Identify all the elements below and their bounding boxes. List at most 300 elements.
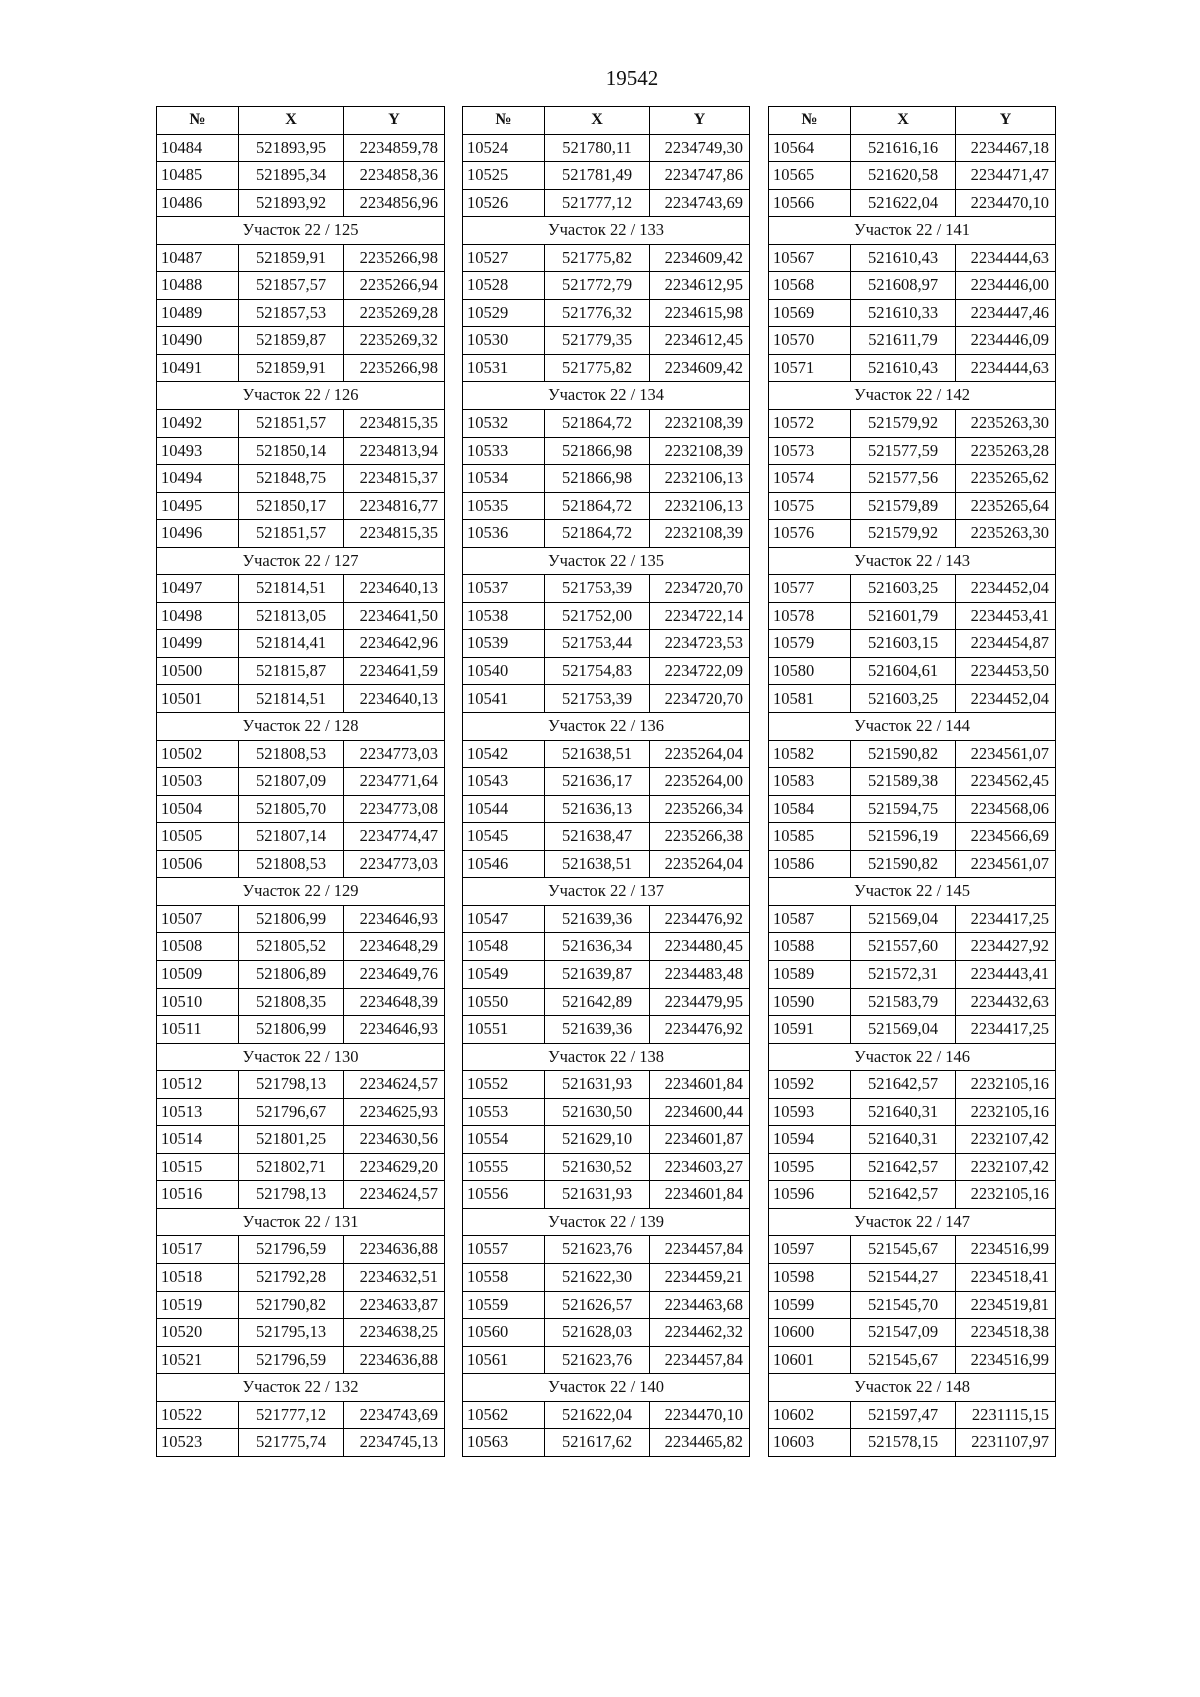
x-coordinate: 521579,92 xyxy=(851,410,956,438)
y-coordinate: 2234646,93 xyxy=(344,905,445,933)
x-coordinate: 521850,14 xyxy=(239,437,344,465)
y-coordinate: 2234483,48 xyxy=(650,960,750,988)
y-coordinate: 2234648,39 xyxy=(344,988,445,1016)
table-row xyxy=(769,134,1056,162)
table-row xyxy=(769,354,1056,382)
table-row xyxy=(157,1236,445,1264)
x-coordinate: 521859,87 xyxy=(239,327,344,355)
point-number: 10574 xyxy=(769,465,851,493)
x-coordinate: 521610,33 xyxy=(851,299,956,327)
table-row xyxy=(769,410,1056,438)
point-number: 10564 xyxy=(769,134,851,162)
x-coordinate: 521864,72 xyxy=(545,520,650,548)
x-coordinate: 521752,00 xyxy=(545,602,650,630)
y-coordinate: 2234815,37 xyxy=(344,465,445,493)
x-coordinate: 521544,27 xyxy=(851,1263,956,1291)
point-number: 10486 xyxy=(157,189,239,217)
point-number: 10563 xyxy=(463,1429,545,1457)
table-row xyxy=(157,768,445,796)
table-row xyxy=(769,575,1056,603)
table-row xyxy=(769,1401,1056,1429)
table-row xyxy=(769,657,1056,685)
x-coordinate: 521577,59 xyxy=(851,437,956,465)
x-coordinate: 521796,59 xyxy=(239,1236,344,1264)
y-coordinate: 2234648,29 xyxy=(344,933,445,961)
table-row xyxy=(769,1236,1056,1264)
y-coordinate: 2234457,84 xyxy=(650,1346,750,1374)
x-coordinate: 521569,04 xyxy=(851,1016,956,1044)
y-coordinate: 2234476,92 xyxy=(650,1016,750,1044)
y-coordinate: 2234624,57 xyxy=(344,1181,445,1209)
plot-header-row xyxy=(463,217,750,245)
table-row xyxy=(463,850,750,878)
point-number: 10579 xyxy=(769,630,851,658)
y-coordinate: 2234749,30 xyxy=(650,134,750,162)
x-coordinate: 521589,38 xyxy=(851,768,956,796)
y-coordinate: 2234815,35 xyxy=(344,410,445,438)
x-coordinate: 521597,47 xyxy=(851,1401,956,1429)
table-row xyxy=(157,933,445,961)
y-coordinate: 2234452,04 xyxy=(956,575,1056,603)
point-number: 10503 xyxy=(157,768,239,796)
table-row xyxy=(463,685,750,713)
y-coordinate: 2234774,47 xyxy=(344,823,445,851)
point-number: 10532 xyxy=(463,410,545,438)
plot-header-row xyxy=(769,217,1056,245)
x-coordinate: 521814,51 xyxy=(239,685,344,713)
y-coordinate: 2234816,77 xyxy=(344,492,445,520)
table-row xyxy=(157,1263,445,1291)
y-coordinate: 2232106,13 xyxy=(650,492,750,520)
table-row xyxy=(769,437,1056,465)
header-x: X xyxy=(239,107,344,135)
point-number: 10561 xyxy=(463,1346,545,1374)
x-coordinate: 521547,09 xyxy=(851,1319,956,1347)
point-number: 10587 xyxy=(769,905,851,933)
y-coordinate: 2234609,42 xyxy=(650,244,750,272)
y-coordinate: 2234609,42 xyxy=(650,354,750,382)
y-coordinate: 2234649,76 xyxy=(344,960,445,988)
point-number: 10524 xyxy=(463,134,545,162)
table-row xyxy=(463,162,750,190)
header-y: Y xyxy=(344,107,445,135)
point-number: 10523 xyxy=(157,1429,239,1457)
point-number: 10525 xyxy=(463,162,545,190)
point-number: 10544 xyxy=(463,795,545,823)
table-row xyxy=(157,1319,445,1347)
y-coordinate: 2234773,03 xyxy=(344,850,445,878)
x-coordinate: 521620,58 xyxy=(851,162,956,190)
x-coordinate: 521814,41 xyxy=(239,630,344,658)
table-row xyxy=(769,1126,1056,1154)
y-coordinate: 2234476,92 xyxy=(650,905,750,933)
y-coordinate: 2234459,21 xyxy=(650,1263,750,1291)
table-row xyxy=(157,1098,445,1126)
y-coordinate: 2234773,08 xyxy=(344,795,445,823)
y-coordinate: 2234743,69 xyxy=(344,1401,445,1429)
x-coordinate: 521808,53 xyxy=(239,850,344,878)
table-row xyxy=(463,1319,750,1347)
y-coordinate: 2234566,69 xyxy=(956,823,1056,851)
header-y: Y xyxy=(650,107,750,135)
x-coordinate: 521603,25 xyxy=(851,685,956,713)
x-coordinate: 521636,13 xyxy=(545,795,650,823)
point-number: 10581 xyxy=(769,685,851,713)
y-coordinate: 2235264,00 xyxy=(650,768,750,796)
point-number: 10511 xyxy=(157,1016,239,1044)
point-number: 10592 xyxy=(769,1071,851,1099)
y-coordinate: 2234518,38 xyxy=(956,1319,1056,1347)
y-coordinate: 2232105,16 xyxy=(956,1181,1056,1209)
plot-header-row xyxy=(769,547,1056,575)
y-coordinate: 2234519,81 xyxy=(956,1291,1056,1319)
table-row xyxy=(463,299,750,327)
x-coordinate: 521616,16 xyxy=(851,134,956,162)
table-row xyxy=(769,933,1056,961)
y-coordinate: 2235266,34 xyxy=(650,795,750,823)
point-number: 10528 xyxy=(463,272,545,300)
point-number: 10542 xyxy=(463,740,545,768)
x-coordinate: 521590,82 xyxy=(851,740,956,768)
table-row xyxy=(463,1071,750,1099)
y-coordinate: 2232105,16 xyxy=(956,1098,1056,1126)
y-coordinate: 2234427,92 xyxy=(956,933,1056,961)
x-coordinate: 521805,70 xyxy=(239,795,344,823)
point-number: 10594 xyxy=(769,1126,851,1154)
x-coordinate: 521572,31 xyxy=(851,960,956,988)
plot-label: Участок 22 / 137 xyxy=(463,878,750,906)
table-row xyxy=(463,272,750,300)
x-coordinate: 521895,34 xyxy=(239,162,344,190)
x-coordinate: 521630,52 xyxy=(545,1153,650,1181)
y-coordinate: 2235266,98 xyxy=(344,354,445,382)
point-number: 10580 xyxy=(769,657,851,685)
point-number: 10493 xyxy=(157,437,239,465)
table-row xyxy=(769,162,1056,190)
x-coordinate: 521792,28 xyxy=(239,1263,344,1291)
point-number: 10554 xyxy=(463,1126,545,1154)
x-coordinate: 521626,57 xyxy=(545,1291,650,1319)
table-row xyxy=(157,1016,445,1044)
point-number: 10572 xyxy=(769,410,851,438)
y-coordinate: 2234743,69 xyxy=(650,189,750,217)
point-number: 10550 xyxy=(463,988,545,1016)
plot-label: Участок 22 / 132 xyxy=(157,1374,445,1402)
point-number: 10568 xyxy=(769,272,851,300)
table-row xyxy=(769,1016,1056,1044)
x-coordinate: 521590,82 xyxy=(851,850,956,878)
table-row xyxy=(769,520,1056,548)
y-coordinate: 2234859,78 xyxy=(344,134,445,162)
plot-label: Участок 22 / 138 xyxy=(463,1043,750,1071)
y-coordinate: 2234633,87 xyxy=(344,1291,445,1319)
table-row xyxy=(463,575,750,603)
table-row xyxy=(463,1153,750,1181)
y-coordinate: 2235266,38 xyxy=(650,823,750,851)
x-coordinate: 521798,13 xyxy=(239,1181,344,1209)
table-row xyxy=(463,244,750,272)
point-number: 10589 xyxy=(769,960,851,988)
plot-label: Участок 22 / 133 xyxy=(463,217,750,245)
plot-label: Участок 22 / 131 xyxy=(157,1208,445,1236)
plot-header-row xyxy=(769,713,1056,741)
point-number: 10547 xyxy=(463,905,545,933)
table-row xyxy=(463,354,750,382)
point-number: 10582 xyxy=(769,740,851,768)
x-coordinate: 521596,19 xyxy=(851,823,956,851)
y-coordinate: 2234638,25 xyxy=(344,1319,445,1347)
table-row xyxy=(157,465,445,493)
table-row xyxy=(157,823,445,851)
point-number: 10585 xyxy=(769,823,851,851)
x-coordinate: 521639,36 xyxy=(545,1016,650,1044)
table-row xyxy=(157,850,445,878)
point-number: 10510 xyxy=(157,988,239,1016)
y-coordinate: 2232108,39 xyxy=(650,410,750,438)
plot-header-row xyxy=(463,1043,750,1071)
table-row xyxy=(769,189,1056,217)
point-number: 10516 xyxy=(157,1181,239,1209)
point-number: 10559 xyxy=(463,1291,545,1319)
y-coordinate: 2232106,13 xyxy=(650,465,750,493)
point-number: 10562 xyxy=(463,1401,545,1429)
point-number: 10569 xyxy=(769,299,851,327)
y-coordinate: 2234463,68 xyxy=(650,1291,750,1319)
x-coordinate: 521603,15 xyxy=(851,630,956,658)
table-row xyxy=(463,492,750,520)
x-coordinate: 521630,50 xyxy=(545,1098,650,1126)
y-coordinate: 2234771,64 xyxy=(344,768,445,796)
table-row xyxy=(463,1291,750,1319)
header-number: № xyxy=(769,107,851,135)
plot-header-row xyxy=(463,1208,750,1236)
x-coordinate: 521779,35 xyxy=(545,327,650,355)
x-coordinate: 521851,57 xyxy=(239,520,344,548)
x-coordinate: 521578,15 xyxy=(851,1429,956,1457)
x-coordinate: 521893,95 xyxy=(239,134,344,162)
table-row xyxy=(463,327,750,355)
point-number: 10494 xyxy=(157,465,239,493)
x-coordinate: 521813,05 xyxy=(239,602,344,630)
point-number: 10513 xyxy=(157,1098,239,1126)
x-coordinate: 521622,04 xyxy=(851,189,956,217)
point-number: 10543 xyxy=(463,768,545,796)
x-coordinate: 521642,57 xyxy=(851,1181,956,1209)
point-number: 10538 xyxy=(463,602,545,630)
point-number: 10526 xyxy=(463,189,545,217)
y-coordinate: 2234646,93 xyxy=(344,1016,445,1044)
point-number: 10504 xyxy=(157,795,239,823)
y-coordinate: 2234516,99 xyxy=(956,1346,1056,1374)
plot-label: Участок 22 / 135 xyxy=(463,547,750,575)
point-number: 10531 xyxy=(463,354,545,382)
plot-label: Участок 22 / 134 xyxy=(463,382,750,410)
x-coordinate: 521776,32 xyxy=(545,299,650,327)
table-row xyxy=(463,905,750,933)
table-row xyxy=(769,1291,1056,1319)
x-coordinate: 521603,25 xyxy=(851,575,956,603)
x-coordinate: 521798,13 xyxy=(239,1071,344,1099)
y-coordinate: 2234815,35 xyxy=(344,520,445,548)
table-row xyxy=(769,768,1056,796)
point-number: 10557 xyxy=(463,1236,545,1264)
x-coordinate: 521623,76 xyxy=(545,1236,650,1264)
y-coordinate: 2234612,95 xyxy=(650,272,750,300)
x-coordinate: 521866,98 xyxy=(545,437,650,465)
coordinates-table-3 xyxy=(768,106,1056,1457)
point-number: 10558 xyxy=(463,1263,545,1291)
x-coordinate: 521859,91 xyxy=(239,354,344,382)
table-row xyxy=(157,575,445,603)
point-number: 10596 xyxy=(769,1181,851,1209)
point-number: 10548 xyxy=(463,933,545,961)
y-coordinate: 2234452,04 xyxy=(956,685,1056,713)
point-number: 10598 xyxy=(769,1263,851,1291)
table-row xyxy=(157,327,445,355)
x-coordinate: 521557,60 xyxy=(851,933,956,961)
table-row xyxy=(769,1071,1056,1099)
point-number: 10583 xyxy=(769,768,851,796)
x-coordinate: 521628,03 xyxy=(545,1319,650,1347)
point-number: 10487 xyxy=(157,244,239,272)
point-number: 10533 xyxy=(463,437,545,465)
x-coordinate: 521864,72 xyxy=(545,492,650,520)
x-coordinate: 521594,75 xyxy=(851,795,956,823)
y-coordinate: 2234612,45 xyxy=(650,327,750,355)
x-coordinate: 521806,99 xyxy=(239,905,344,933)
y-coordinate: 2234444,63 xyxy=(956,244,1056,272)
point-number: 10545 xyxy=(463,823,545,851)
x-coordinate: 521777,12 xyxy=(239,1401,344,1429)
point-number: 10530 xyxy=(463,327,545,355)
plot-label: Участок 22 / 143 xyxy=(769,547,1056,575)
x-coordinate: 521604,61 xyxy=(851,657,956,685)
plot-header-row xyxy=(157,713,445,741)
y-coordinate: 2235269,32 xyxy=(344,327,445,355)
plot-label: Участок 22 / 130 xyxy=(157,1043,445,1071)
coordinates-table-1 xyxy=(156,106,445,1457)
x-coordinate: 521631,93 xyxy=(545,1181,650,1209)
x-coordinate: 521601,79 xyxy=(851,602,956,630)
x-coordinate: 521545,70 xyxy=(851,1291,956,1319)
y-coordinate: 2234720,70 xyxy=(650,685,750,713)
table-row xyxy=(157,299,445,327)
point-number: 10584 xyxy=(769,795,851,823)
point-number: 10601 xyxy=(769,1346,851,1374)
y-coordinate: 2234462,32 xyxy=(650,1319,750,1347)
x-coordinate: 521857,53 xyxy=(239,299,344,327)
y-coordinate: 2235263,30 xyxy=(956,520,1056,548)
table-row xyxy=(769,1319,1056,1347)
table-row xyxy=(157,1346,445,1374)
x-coordinate: 521850,17 xyxy=(239,492,344,520)
y-coordinate: 2231115,15 xyxy=(956,1401,1056,1429)
x-coordinate: 521636,34 xyxy=(545,933,650,961)
point-number: 10600 xyxy=(769,1319,851,1347)
point-number: 10602 xyxy=(769,1401,851,1429)
table-row xyxy=(769,492,1056,520)
table-row xyxy=(463,630,750,658)
x-coordinate: 521617,62 xyxy=(545,1429,650,1457)
point-number: 10549 xyxy=(463,960,545,988)
y-coordinate: 2232107,42 xyxy=(956,1126,1056,1154)
y-coordinate: 2234467,18 xyxy=(956,134,1056,162)
table-row xyxy=(463,134,750,162)
point-number: 10597 xyxy=(769,1236,851,1264)
table-row xyxy=(157,437,445,465)
point-number: 10536 xyxy=(463,520,545,548)
table-row xyxy=(157,1181,445,1209)
point-number: 10498 xyxy=(157,602,239,630)
page-number: 19542 xyxy=(605,66,659,90)
y-coordinate: 2234603,27 xyxy=(650,1153,750,1181)
table-row xyxy=(157,272,445,300)
x-coordinate: 521638,51 xyxy=(545,850,650,878)
point-number: 10508 xyxy=(157,933,239,961)
table-row xyxy=(157,134,445,162)
table-row xyxy=(769,850,1056,878)
plot-label: Участок 22 / 139 xyxy=(463,1208,750,1236)
x-coordinate: 521608,97 xyxy=(851,272,956,300)
table-row xyxy=(157,630,445,658)
point-number: 10552 xyxy=(463,1071,545,1099)
y-coordinate: 2234636,88 xyxy=(344,1346,445,1374)
point-number: 10537 xyxy=(463,575,545,603)
point-number: 10527 xyxy=(463,244,545,272)
plot-label: Участок 22 / 136 xyxy=(463,713,750,741)
x-coordinate: 521622,04 xyxy=(545,1401,650,1429)
table-row xyxy=(463,933,750,961)
table-row xyxy=(157,244,445,272)
y-coordinate: 2234479,95 xyxy=(650,988,750,1016)
y-coordinate: 2234745,13 xyxy=(344,1429,445,1457)
header-y: Y xyxy=(956,107,1056,135)
point-number: 10501 xyxy=(157,685,239,713)
table-row xyxy=(157,795,445,823)
x-coordinate: 521754,83 xyxy=(545,657,650,685)
table-row xyxy=(463,1236,750,1264)
table-row xyxy=(157,410,445,438)
point-number: 10591 xyxy=(769,1016,851,1044)
x-coordinate: 521796,67 xyxy=(239,1098,344,1126)
y-coordinate: 2234470,10 xyxy=(956,189,1056,217)
x-coordinate: 521753,39 xyxy=(545,575,650,603)
point-number: 10509 xyxy=(157,960,239,988)
y-coordinate: 2234600,44 xyxy=(650,1098,750,1126)
table-row xyxy=(157,162,445,190)
x-coordinate: 521859,91 xyxy=(239,244,344,272)
plot-header-row xyxy=(769,1043,1056,1071)
plot-header-row xyxy=(769,382,1056,410)
point-number: 10489 xyxy=(157,299,239,327)
table-row xyxy=(463,1346,750,1374)
plot-header-row xyxy=(157,1043,445,1071)
table-row xyxy=(463,437,750,465)
plot-header-row xyxy=(769,1208,1056,1236)
table-row xyxy=(463,1401,750,1429)
table-row xyxy=(463,1181,750,1209)
y-coordinate: 2234465,82 xyxy=(650,1429,750,1457)
table-row xyxy=(157,189,445,217)
x-coordinate: 521579,92 xyxy=(851,520,956,548)
table-row xyxy=(769,272,1056,300)
plot-header-row xyxy=(463,878,750,906)
y-coordinate: 2234454,87 xyxy=(956,630,1056,658)
table-row xyxy=(769,1181,1056,1209)
x-coordinate: 521808,53 xyxy=(239,740,344,768)
table-row xyxy=(157,960,445,988)
point-number: 10573 xyxy=(769,437,851,465)
